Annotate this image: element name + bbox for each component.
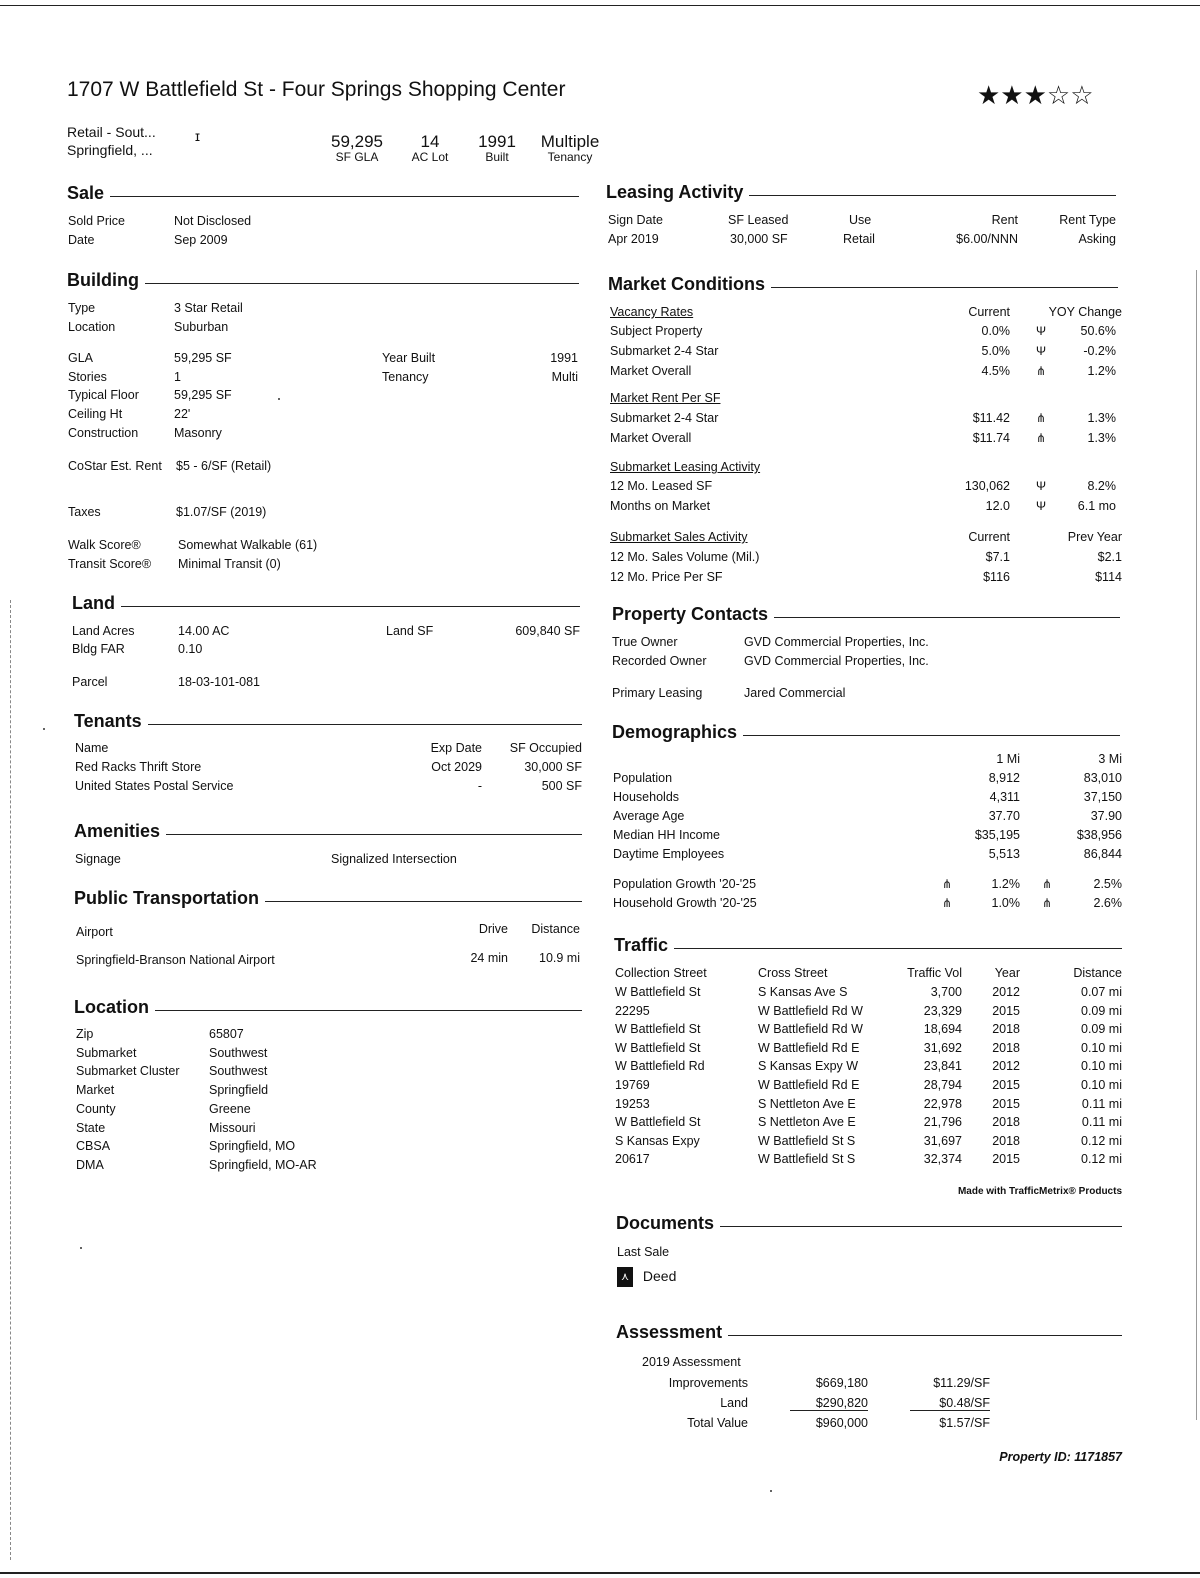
section-location (74, 997, 582, 1018)
growth-3mi: 2.6% (1093, 896, 1122, 910)
sales-prev: $114 (1095, 570, 1122, 584)
traffic-distance: 0.10 mi (1081, 1040, 1122, 1055)
contact-name: GVD Commercial Properties, Inc. (744, 654, 929, 668)
section-heading: Tenants (74, 711, 142, 731)
traffic-year: 2018 (992, 1040, 1020, 1055)
assessment-label: Total Value (687, 1416, 748, 1430)
traffic-collection-street: W Battlefield Rd (615, 1059, 705, 1074)
traffic-distance: 0.09 mi (1081, 1003, 1122, 1018)
amenity-item: Signage (75, 852, 121, 866)
traffic-distance: 0.10 mi (1081, 1059, 1122, 1074)
traffic-year: 2018 (992, 1115, 1020, 1130)
field-value: 14.00 AC (178, 624, 230, 638)
section-leasing-activity (606, 182, 1116, 203)
field-label: Land Acres (72, 624, 135, 638)
scan-speck (43, 728, 45, 730)
section-public-transportation (74, 888, 582, 909)
field-label: Transit Score® (68, 557, 152, 571)
market-change: 50.6% (1080, 324, 1116, 338)
traffic-collection-street: W Battlefield St (615, 1115, 701, 1130)
traffic-volume: 3,700 (930, 985, 962, 999)
arrow-up-icon: ⋔ (1042, 877, 1053, 891)
field-value: Multi (551, 370, 578, 384)
arrow-up-icon: ⋔ (1036, 431, 1047, 445)
arrow-down-icon: Ψ (1036, 499, 1047, 513)
traffic-year: 2018 (992, 1133, 1020, 1148)
market-current: 12.0 (985, 499, 1010, 513)
lease-use: Retail (843, 232, 875, 246)
sales-current: $7.1 (985, 550, 1010, 564)
growth-label: Household Growth '20-'25 (613, 896, 757, 910)
section-traffic (614, 935, 1122, 956)
traffic-collection-street: W Battlefield St (615, 1040, 701, 1055)
stat-built (467, 132, 527, 164)
traffic-year: 2012 (992, 985, 1020, 999)
location-label: Zip (76, 1027, 94, 1041)
traffic-distance: 0.09 mi (1081, 1022, 1122, 1037)
field-label: Walk Score® (68, 538, 141, 552)
assessment-per-sf: $11.29/SF (933, 1376, 990, 1390)
sales-label: 12 Mo. Price Per SF (610, 570, 723, 584)
traffic-collection-street: 22295 (615, 1003, 650, 1018)
field-value: 59,295 SF (174, 351, 232, 365)
section-property-contacts (612, 604, 1120, 625)
contact-role: True Owner (612, 635, 678, 649)
sales-prev: $2.1 (1097, 550, 1122, 564)
column-header: Drive (478, 922, 508, 936)
column-header: Year (994, 966, 1020, 980)
documents-label: Last Sale (617, 1245, 670, 1259)
left-scan-edge (10, 600, 11, 1560)
property-city: Springfield, ... (67, 142, 153, 158)
deed-label: Deed (642, 1268, 677, 1284)
column-header: Sign Date (608, 213, 663, 227)
field-value: 22' (174, 407, 191, 421)
field-label: Ceiling Ht (68, 407, 123, 421)
column-header: SF Leased (728, 213, 789, 227)
section-market-conditions (608, 274, 1118, 295)
demo-label: Population (613, 771, 673, 785)
section-heading: Leasing Activity (606, 182, 744, 202)
section-heading: Building (67, 270, 139, 290)
pdf-icon: ⋏ (617, 1267, 633, 1287)
traffic-collection-street: 20617 (615, 1152, 650, 1167)
column-header: Cross Street (758, 966, 828, 980)
traffic-cross-street: W Battlefield Rd E (758, 1078, 860, 1092)
demo-1mi: 5,513 (988, 847, 1020, 861)
arrow-up-icon: ⋔ (942, 877, 953, 891)
field-label: Construction (68, 426, 139, 440)
location-label: Submarket Cluster (76, 1064, 180, 1079)
demo-3mi: $38,956 (1076, 828, 1122, 842)
location-value: Greene (209, 1101, 251, 1116)
lease-rent: $6.00/NNN (956, 232, 1018, 246)
field-label: Bldg FAR (72, 642, 125, 656)
section-assessment (616, 1322, 1122, 1343)
market-label: Submarket 2-4 Star (610, 411, 719, 425)
field-value: 0.10 (178, 642, 203, 656)
amenity-item: Signalized Intersection (331, 852, 457, 866)
traffic-cross-street: W Battlefield St S (758, 1133, 856, 1148)
stat-value: 59,295 (331, 132, 383, 151)
section-heading: Amenities (74, 821, 161, 841)
traffic-volume: 31,692 (923, 1040, 962, 1055)
traffic-cross-street: W Battlefield St S (758, 1152, 856, 1167)
airport-name: Springfield-Branson National Airport (76, 953, 275, 967)
traffic-collection-street: 19253 (615, 1096, 650, 1111)
arrow-down-icon: Ψ (1036, 324, 1047, 338)
location-value: Southwest (209, 1064, 268, 1079)
section-documents (616, 1213, 1122, 1234)
market-change: 1.3% (1087, 431, 1116, 445)
location-label: DMA (76, 1157, 104, 1172)
tenant-exp: Oct 2029 (431, 760, 482, 774)
section-heading: Market Conditions (608, 274, 766, 294)
stat-label: Built (485, 150, 509, 164)
location-label: State (76, 1120, 106, 1135)
demo-label: Median HH Income (613, 828, 720, 842)
market-label: Market Overall (610, 364, 692, 378)
sales-current: $116 (983, 570, 1010, 584)
field-value: Sep 2009 (174, 233, 228, 247)
demo-3mi: 83,010 (1083, 771, 1122, 785)
section-demographics (612, 722, 1120, 743)
field-label: Type (68, 301, 96, 315)
market-label: 12 Mo. Leased SF (610, 479, 713, 493)
column-header: 1 Mi (996, 752, 1020, 766)
stat-value: 1991 (478, 132, 516, 151)
assessment-value: $960,000 (815, 1416, 868, 1430)
field-value: Masonry (174, 426, 222, 440)
column-header: Use (849, 213, 872, 227)
column-header: Current (968, 305, 1010, 319)
sales-label: 12 Mo. Sales Volume (Mil.) (610, 550, 760, 564)
demo-label: Households (613, 790, 680, 804)
leasing-activity-label: Submarket Leasing Activity (610, 460, 761, 474)
market-current: 130,062 (964, 479, 1010, 493)
field-value: Minimal Transit (0) (178, 557, 281, 571)
demo-1mi: 8,912 (988, 771, 1020, 785)
assessment-per-sf: $1.57/SF (939, 1416, 990, 1430)
traffic-distance: 0.10 mi (1081, 1078, 1122, 1092)
traffic-year: 2015 (992, 1003, 1020, 1018)
traffic-cross-street: S Kansas Expy W (758, 1059, 859, 1074)
traffic-distance: 0.11 mi (1081, 1096, 1122, 1111)
traffic-credit: Made with TrafficMetrix® Products (957, 1186, 1122, 1197)
airport-distance: 10.9 mi (539, 951, 580, 965)
field-label: Taxes (68, 505, 101, 519)
field-value: 59,295 SF (174, 388, 232, 402)
column-header: Traffic Vol (907, 966, 962, 980)
contact-name: GVD Commercial Properties, Inc. (744, 635, 929, 649)
field-value: Not Disclosed (174, 214, 252, 228)
arrow-up-icon: ⋔ (942, 896, 953, 910)
market-change: 1.2% (1087, 364, 1116, 378)
market-change: 1.3% (1087, 411, 1116, 425)
field-label: Stories (68, 370, 107, 384)
field-label: Location (68, 320, 116, 334)
location-label: Submarket (76, 1045, 137, 1060)
assessment-value: $669,180 (815, 1376, 868, 1390)
section-heading: Land (72, 593, 115, 613)
field-value: 3 Star Retail (174, 301, 243, 315)
field-label: Year Built (382, 351, 436, 365)
market-rent-label: Market Rent Per SF (610, 391, 721, 405)
traffic-year: 2018 (992, 1022, 1020, 1037)
scan-speck (80, 1247, 82, 1249)
column-header: Rent Type (1059, 213, 1116, 227)
demo-label: Daytime Employees (613, 847, 725, 861)
tenant-sf: 30,000 SF (524, 760, 582, 774)
stat-lot (400, 132, 460, 164)
assessment-year: 2019 Assessment (642, 1355, 741, 1369)
property-type: Retail - Sout... (67, 124, 156, 140)
market-current: 4.5% (981, 364, 1010, 378)
section-heading: Demographics (612, 722, 738, 742)
column-header: Name (75, 741, 109, 755)
field-value: 1991 (550, 351, 578, 365)
market-current: 0.0% (981, 324, 1010, 338)
market-current: $11.74 (972, 431, 1010, 445)
section-heading: Property Contacts (612, 604, 769, 624)
arrow-up-icon: ⋔ (1036, 411, 1047, 425)
field-value: 609,840 SF (515, 624, 580, 638)
column-header: Current (968, 530, 1010, 544)
assessment-label: Improvements (668, 1376, 748, 1390)
traffic-cross-street: S Nettleton Ave E (758, 1115, 856, 1130)
location-value: Southwest (209, 1045, 268, 1060)
traffic-distance: 0.11 mi (1081, 1115, 1122, 1130)
sales-activity-label: Submarket Sales Activity (610, 530, 748, 544)
scan-speck (770, 1490, 772, 1492)
column-header: Rent (991, 213, 1018, 227)
tick-mark: ɪ (195, 128, 200, 144)
section-tenants (74, 711, 582, 732)
market-change: 8.2% (1087, 479, 1116, 493)
lease-sf: 30,000 SF (730, 232, 788, 246)
traffic-volume: 23,329 (923, 1003, 962, 1018)
traffic-collection-street: W Battlefield St (615, 985, 701, 999)
traffic-year: 2015 (992, 1096, 1020, 1111)
field-label: GLA (68, 351, 94, 365)
arrow-up-icon: ⋔ (1036, 364, 1047, 378)
tenant-name: Red Racks Thrift Store (75, 760, 202, 774)
vacancy-rates-label: Vacancy Rates (610, 305, 694, 319)
demo-1mi: 4,311 (989, 790, 1020, 804)
market-label: Market Overall (610, 431, 692, 445)
column-header: Airport (76, 925, 113, 939)
section-heading: Documents (616, 1213, 715, 1233)
tenant-sf: 500 SF (541, 779, 582, 793)
traffic-collection-street: S Kansas Expy (615, 1133, 700, 1148)
demo-3mi: 37,150 (1083, 790, 1122, 804)
traffic-cross-street: S Nettleton Ave E (758, 1096, 856, 1111)
market-label: Subject Property (610, 324, 703, 338)
location-value: Springfield, MO (209, 1139, 296, 1154)
contact-name: Jared Commercial (744, 686, 846, 700)
column-header: Distance (531, 922, 580, 936)
section-land (72, 593, 580, 614)
arrow-down-icon: Ψ (1036, 344, 1047, 358)
market-label: Submarket 2-4 Star (610, 344, 719, 358)
column-header: SF Occupied (509, 741, 582, 755)
field-value: $1.07/SF (2019) (176, 505, 267, 519)
column-header: YOY Change (1048, 305, 1122, 319)
lease-rent-type: Asking (1078, 232, 1116, 246)
assessment-value: $290,820 (790, 1396, 868, 1411)
field-value: 1 (174, 370, 181, 384)
field-value: Somewhat Walkable (61) (178, 538, 318, 552)
growth-1mi: 1.0% (991, 896, 1020, 910)
section-heading: Sale (67, 183, 105, 203)
section-amenities (74, 821, 582, 842)
traffic-volume: 32,374 (923, 1152, 962, 1167)
section-heading: Location (74, 997, 149, 1017)
airport-drive: 24 min (470, 951, 508, 965)
star-rating: ★★★☆☆ (977, 80, 1094, 110)
stat-value: Multiple (540, 132, 600, 151)
traffic-cross-street: S Kansas Ave S (758, 985, 848, 999)
stat-label: Tenancy (547, 150, 593, 164)
arrow-down-icon: Ψ (1036, 479, 1047, 493)
location-label: County (76, 1101, 116, 1116)
field-label: Date (68, 233, 95, 247)
stat-tenancy (530, 132, 610, 164)
location-value: 65807 (209, 1027, 244, 1041)
traffic-volume: 18,694 (923, 1022, 962, 1037)
traffic-volume: 31,697 (923, 1133, 962, 1148)
bottom-edge (0, 1572, 1200, 1574)
market-current: 5.0% (981, 344, 1010, 358)
traffic-cross-street: W Battlefield Rd W (758, 1022, 863, 1037)
column-header: Distance (1073, 966, 1122, 980)
field-label: CoStar Est. Rent (68, 459, 162, 473)
field-label: Sold Price (68, 214, 125, 228)
market-change: 6.1 mo (1077, 499, 1116, 513)
growth-3mi: 2.5% (1093, 877, 1122, 891)
traffic-collection-street: W Battlefield St (615, 1022, 701, 1037)
column-header: Prev Year (1067, 530, 1122, 544)
property-id: Property ID: 1171857 (999, 1450, 1122, 1464)
demo-label: Average Age (613, 809, 685, 823)
property-title: 1707 W Battlefield St - Four Springs Shopping Center (67, 78, 566, 101)
growth-label: Population Growth '20-'25 (613, 877, 757, 891)
traffic-volume: 28,794 (923, 1078, 962, 1092)
traffic-cross-street: W Battlefield Rd E (758, 1040, 860, 1055)
right-scan-edge (1196, 270, 1197, 1420)
field-value: $5 - 6/SF (Retail) (176, 459, 272, 473)
location-value: Springfield (209, 1083, 269, 1098)
demo-3mi: 86,844 (1083, 847, 1122, 861)
column-header: Exp Date (430, 741, 482, 755)
contact-role: Recorded Owner (612, 654, 707, 668)
traffic-volume: 23,841 (923, 1059, 962, 1074)
location-value: Springfield, MO-AR (209, 1157, 317, 1172)
market-current: $11.42 (972, 411, 1010, 425)
traffic-year: 2012 (992, 1059, 1020, 1074)
section-heading: Traffic (614, 935, 669, 955)
demo-3mi: 37.90 (1090, 809, 1122, 823)
traffic-year: 2015 (992, 1078, 1020, 1092)
traffic-distance: 0.07 mi (1081, 985, 1122, 999)
demo-1mi: $35,195 (974, 828, 1020, 842)
tenant-name: United States Postal Service (75, 779, 234, 793)
field-label: Parcel (72, 675, 108, 689)
location-label: CBSA (76, 1139, 111, 1154)
traffic-distance: 0.12 mi (1081, 1133, 1122, 1148)
section-building (67, 270, 579, 291)
tenant-exp: - (477, 779, 482, 793)
column-header: Collection Street (615, 966, 707, 980)
field-label: Land SF (386, 624, 434, 638)
market-change: -0.2% (1083, 344, 1116, 358)
traffic-collection-street: 19769 (615, 1078, 650, 1092)
location-label: Market (76, 1083, 115, 1098)
stat-label: AC Lot (411, 150, 449, 164)
traffic-volume: 22,978 (923, 1096, 962, 1111)
field-label: Tenancy (382, 370, 429, 384)
stat-value: 14 (420, 132, 440, 151)
scan-speck (278, 398, 280, 400)
lease-date: Apr 2019 (608, 232, 659, 246)
location-value: Missouri (209, 1120, 256, 1135)
section-sale (67, 183, 579, 204)
assessment-label: Land (720, 1396, 748, 1410)
top-edge (0, 5, 1200, 6)
traffic-volume: 21,796 (923, 1115, 962, 1130)
deed-link[interactable] (617, 1265, 676, 1287)
arrow-up-icon: ⋔ (1042, 896, 1053, 910)
traffic-cross-street: W Battlefield Rd W (758, 1003, 863, 1018)
field-value: Suburban (174, 320, 229, 334)
growth-1mi: 1.2% (991, 877, 1020, 891)
field-value: 18-03-101-081 (178, 675, 261, 689)
column-header: 3 Mi (1098, 752, 1122, 766)
field-label: Typical Floor (68, 388, 139, 402)
stat-gla (322, 132, 392, 164)
section-heading: Public Transportation (74, 888, 260, 908)
stat-label: SF GLA (335, 150, 379, 164)
traffic-distance: 0.12 mi (1081, 1152, 1122, 1167)
traffic-year: 2015 (992, 1152, 1020, 1167)
market-label: Months on Market (610, 499, 711, 513)
assessment-per-sf: $0.48/SF (910, 1396, 990, 1411)
section-heading: Assessment (616, 1322, 723, 1342)
demo-1mi: 37.70 (988, 809, 1020, 823)
contact-role: Primary Leasing (612, 686, 703, 700)
